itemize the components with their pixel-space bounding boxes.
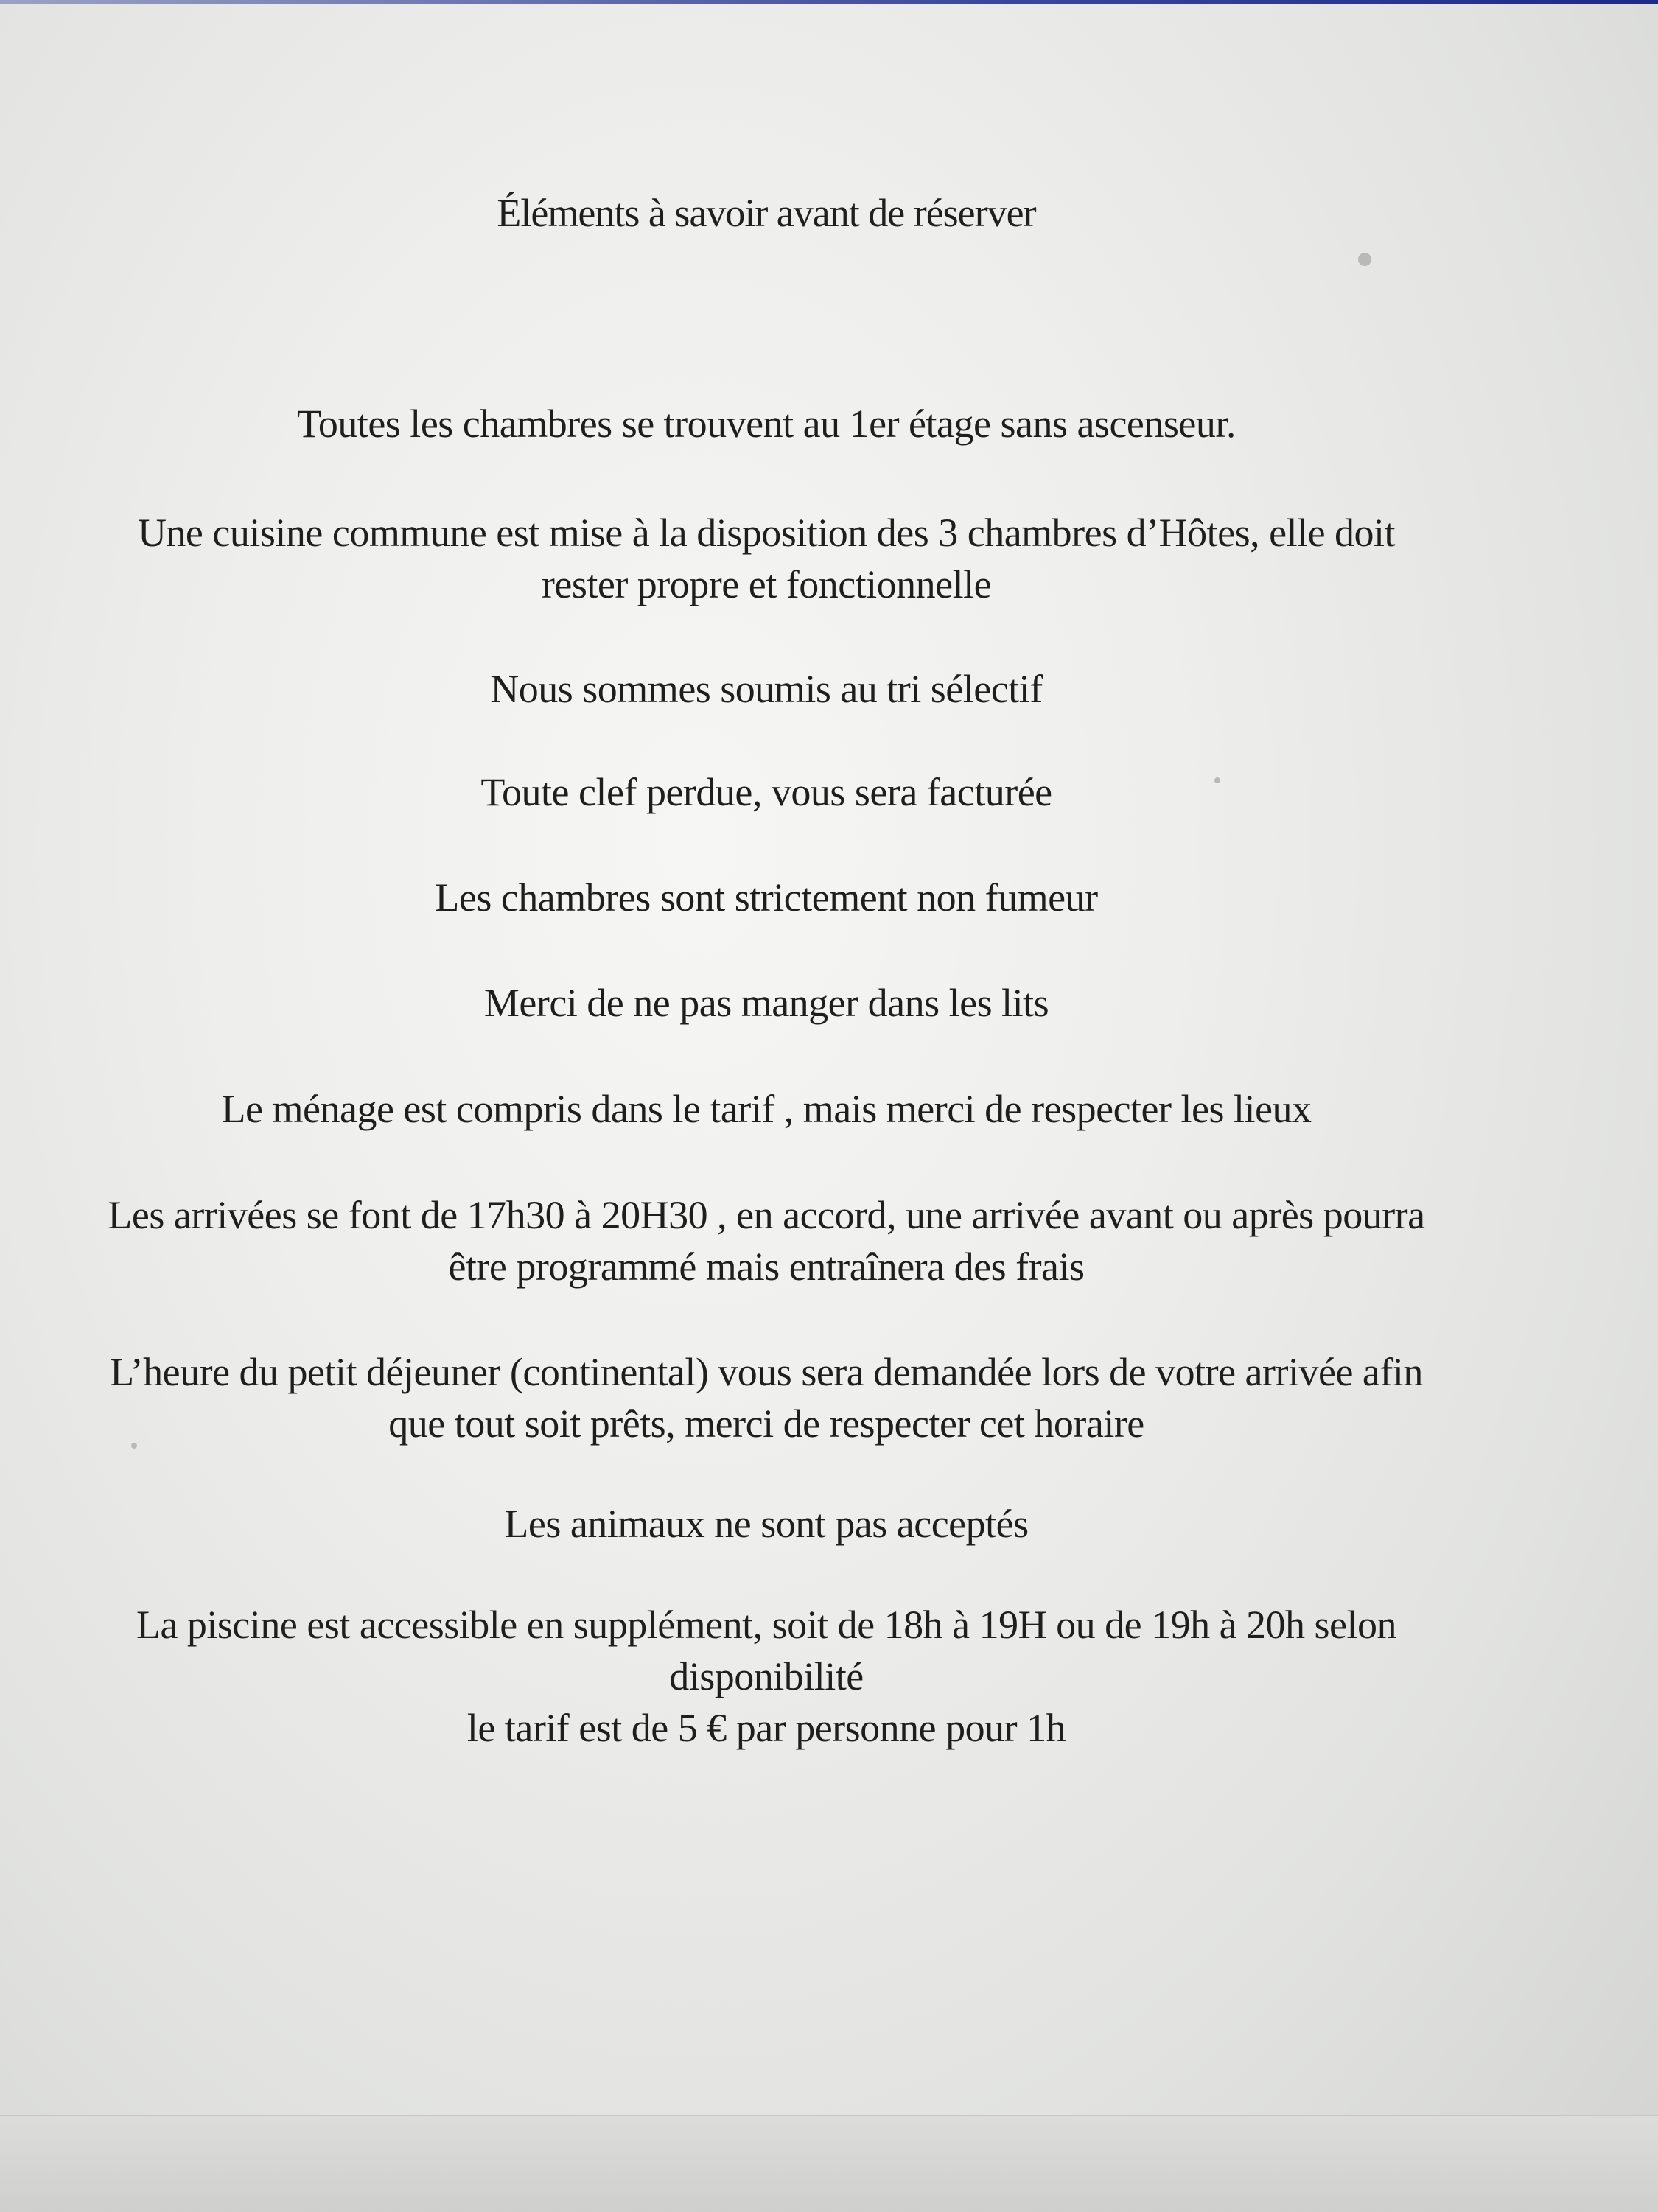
paragraph-recycling [0,663,1533,715]
document-title: Éléments à savoir avant de réserver [497,191,1036,235]
paragraph-breakfast [0,1346,1533,1449]
paragraph-line: Les animaux ne sont pas acceptés [504,1502,1029,1546]
paragraph-line: La piscine est accessible en supplément, soit de 18h à 19H ou de 19h à 20h selon [136,1603,1397,1647]
paragraph-line: L’heure du petit déjeuner (continental) vous sera demandée lors de votre arrivée afin [110,1350,1423,1394]
paragraph-kitchen [0,507,1533,610]
paragraph-line: Les arrivées se font de 17h30 à 20H30 , en accord, une arrivée avant ou après pourra [108,1193,1425,1237]
paragraph-no-eating [0,977,1533,1029]
paragraph-line: Toute clef perdue, vous sera facturée [480,770,1052,814]
monitor-bottom-edge [0,2115,1658,2212]
paragraph-line: Nous sommes soumis au tri sélectif [490,667,1043,711]
paragraph-line: être programmé mais entraînera des frais [448,1245,1085,1289]
paragraph-line: que tout soit prêts, merci de respecter cet horaire [388,1401,1144,1446]
paragraph-line: disponibilité [669,1654,864,1698]
paragraph-line: Une cuisine commune est mise à la disposition des 3 chambres d’Hôtes, elle doit [137,511,1396,555]
paragraph-line: Les chambres sont strictement non fumeur [435,875,1098,920]
paragraph-line: Le ménage est compris dans le tarif , mais merci de respecter les lieux [221,1087,1312,1131]
paragraph-floor [0,398,1533,449]
paragraph-lost-key [0,766,1533,818]
paragraph-line: le tarif est de 5 € par personne pour 1h [466,1706,1066,1750]
paragraph-animals [0,1498,1533,1550]
paragraph-line: Merci de ne pas manger dans les lits [483,981,1049,1025]
paragraph-pool [0,1599,1533,1754]
paragraph-line: rester propre et fonctionnelle [541,562,992,606]
dust-speck [1358,253,1371,266]
paragraph-line: Toutes les chambres se trouvent au 1er étage sans ascenseur. [297,402,1236,446]
paragraph-non-smoking [0,872,1533,923]
paragraph-cleaning [0,1083,1533,1135]
paragraph-arrivals [0,1189,1533,1292]
